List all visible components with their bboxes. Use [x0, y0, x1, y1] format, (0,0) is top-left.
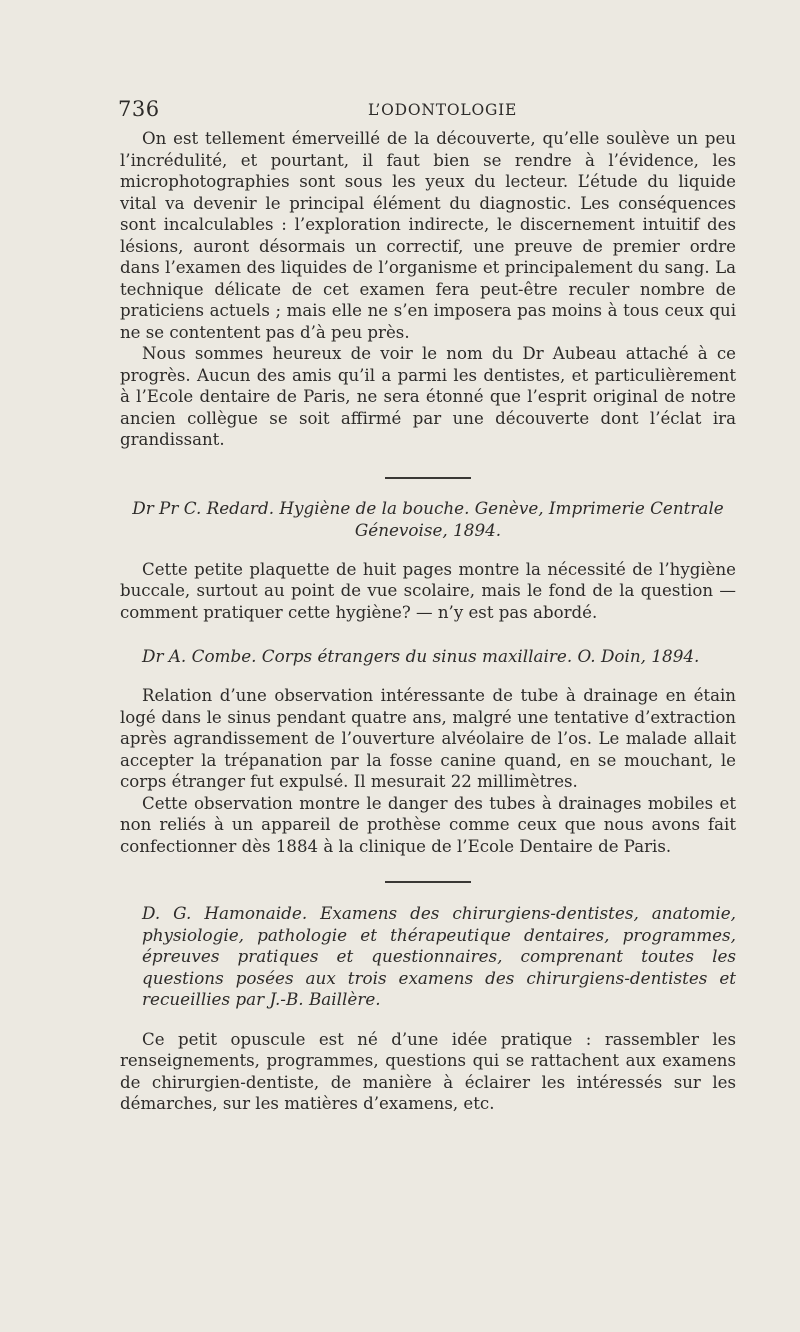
reference-redard: Dr Pr C. Redard. Hygiène de la bouche. Genève, Imprimerie Centrale Génevoise, 1894. — [132, 497, 724, 540]
page-body — [120, 128, 736, 1115]
paragraph-combe-conclusion: Cette observation montre le danger des tubes à drainages mobiles et non reliés à un appareil de prothèse comme ceux que nous avons fait confectionner dès 1884 à la clinique de l’Ecole Dentaire de Paris. — [120, 793, 736, 856]
reference-combe: Dr A. Combe. Corps étrangers du sinus maxillaire. O. Doin, 1894. — [142, 646, 700, 666]
running-title: L’ODONTOLOGIE — [368, 101, 518, 119]
page-number: 736 — [118, 97, 160, 121]
paragraph-redard-review: Cette petite plaquette de huit pages montre la nécessité de l’hygiène buccale, surtout au point de vue scolaire, mais le fond de la question —comment pratiquer cette hygiène? — n’y est pas abordé. — [120, 559, 736, 622]
page-header — [118, 97, 738, 123]
reference-hamonaide: D. G. Hamonaide. Examens des chirurgiens-dentistes, anatomie, physiologie, pathologie et thérapeutique dentaires, programmes, épreuves pratiques et questionnaires, comprenant toutes les questions posées aux trois examens des chirurgiens-dentistes et recueillies par J.-B. Baillère. — [142, 903, 736, 1009]
paragraph-aubeau: Nous sommes heureux de voir le nom du Dr Aubeau attaché à ce progrès. Aucun des amis qu’il a parmi les dentistes, et particulièrement à l’Ecole dentaire de Paris, ne sera étonné que l’esprit original de notre ancien collègue se soit affirmé par une découverte dont l’éclat ira grandissant. — [120, 344, 736, 449]
paragraph-hamonaide-review: Ce petit opuscule est né d’une idée pratique : rassembler les renseignements, programmes, questions qui se rattachent aux examens de chirurgien-dentiste, de manière à éclairer les intéressés sur les démarches, sur les matières d’examens, etc. — [120, 1029, 736, 1113]
paragraph-discovery: On est tellement émerveillé de la découverte, qu’elle soulève un peu l’incrédulité, et pourtant, il faut bien se rendre à l’évidence, les microphotographies sont sous les yeux du lecteur. L’étude du liquide vital va devenir le principal élément du diagnostic. Les conséquences sont incalculables : l’exploration indirecte, le discernement intuitif des lésions, auront désormais un correctif, une preuve de premier ordre dans l’examen des liquides de l’organisme et principalement du sang. La technique délicate de cet examen fera peut-être reculer nombre de praticiens actuels ; mais elle ne s’en imposera pas moins à tous ceux qui ne se contentent pas d’à peu près. — [120, 129, 736, 342]
paragraph-combe-case: Relation d’une observation intéressante de tube à drainage en étain logé dans le sinus pendant quatre ans, malgré une tentative d’extraction après agrandissement de l’ouverture alvéolaire de l’os. Le malade allait accepter la trépanation par la fosse canine quand, en se mouchant, le corps étranger fut expulsé. Il mesurait 22 millimètres. — [120, 686, 736, 791]
